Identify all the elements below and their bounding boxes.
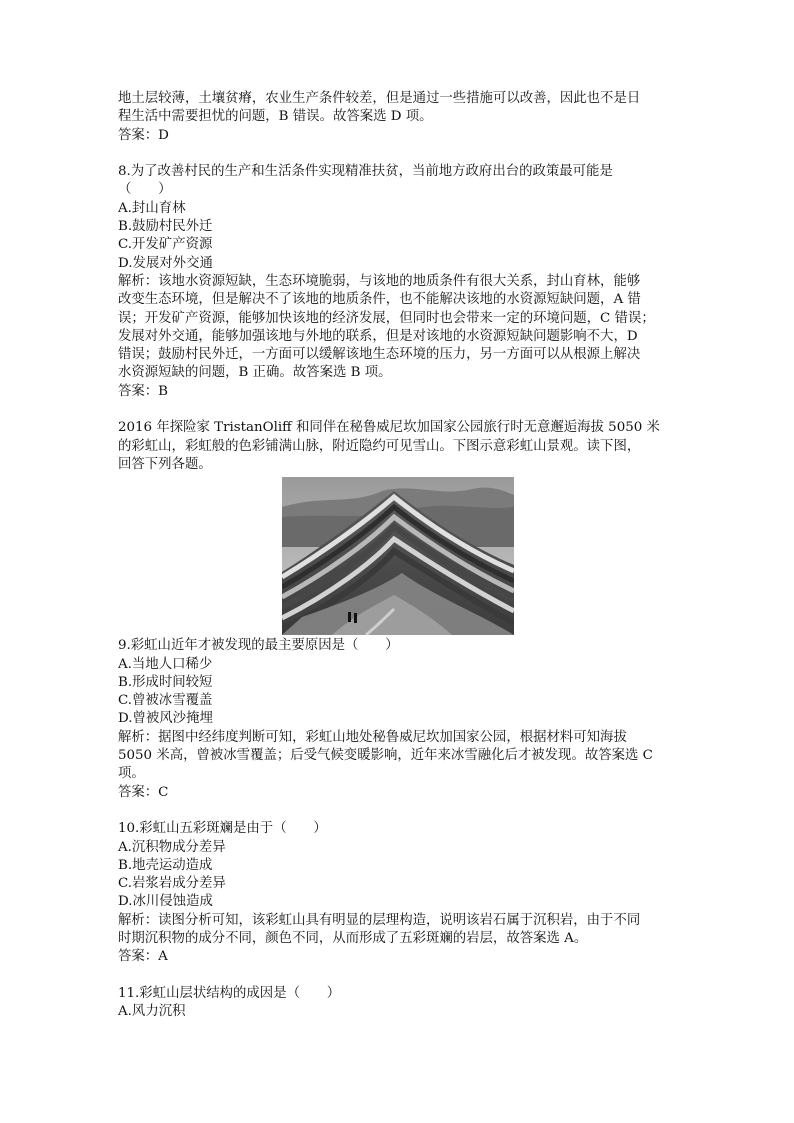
material-intro	[118, 419, 678, 474]
answer-line: 答案：D	[118, 127, 169, 143]
text-line: 的彩虹山，彩虹般的色彩铺满山脉，附近隐约可见雪山。下图示意彩虹山景观。读下图，	[118, 438, 641, 454]
option-a: A.沉积物成分差异	[118, 839, 226, 855]
option-d: D.发展对外交通	[118, 255, 213, 271]
spacer	[118, 145, 678, 163]
explanation-line: 误；开发矿产资源，能够加快该地的经济发展，但同时也会带来一定的环境问题，C 错误；	[118, 310, 655, 326]
option-b: B.鼓励村民外迁	[118, 219, 213, 235]
answer-line: 答案：A	[118, 949, 168, 965]
spacer	[118, 401, 678, 419]
explanation-line: 时期沉积物的成分不同，颜色不同，从而形成了五彩斑斓的岩层，故答案选 A。	[118, 930, 588, 946]
question-11	[118, 985, 678, 1022]
option-d: D.曾被风沙掩埋	[118, 711, 213, 727]
option-a: A.封山育林	[118, 200, 186, 216]
explanation-line: 项。	[118, 766, 145, 782]
explanation-line: 5050 米高，曾被冰雪覆盖；后受气候变暖影响，近年来冰雪融化后才被发现。故答案选 C	[118, 748, 653, 764]
option-a: A.风力沉积	[118, 1004, 186, 1020]
spacer	[118, 802, 678, 820]
explanation-line: 解析：该地水资源短缺，生态环境脆弱，与该地的地质条件有很大关系，封山育林，能够	[118, 273, 641, 289]
explanation-line: 水资源短缺的问题，B 正确。故答案选 B 项。	[118, 365, 392, 381]
question-8	[118, 163, 678, 401]
answer-line: 答案：C	[118, 784, 169, 800]
question-stem: 8.为了改善村民的生产和生活条件实现精准扶贫，当前地方政府出台的政策最可能是	[118, 164, 613, 180]
option-d: D.冰川侵蚀造成	[118, 894, 213, 910]
question-stem: 9.彩虹山近年才被发现的最主要原因是（ ）	[118, 638, 399, 654]
option-a: A.当地人口稀少	[118, 656, 213, 672]
option-b: B.地壳运动造成	[118, 857, 213, 873]
explanation-line: 改变生态环境，但是解决不了该地的地质条件，也不能解决该地的水资源短缺问题，A 错	[118, 292, 641, 308]
question-10	[118, 820, 678, 966]
spacer	[118, 967, 678, 985]
question-9	[118, 637, 678, 802]
rainbow-mountain-photo	[282, 477, 514, 635]
text-line: 地土层较薄，土壤贫瘠，农业生产条件较差，但是通过一些措施可以改善，因此也不是日	[118, 91, 641, 106]
document-page	[118, 90, 678, 1021]
text-line: 回答下列各题。	[118, 456, 212, 472]
text-line: 2016 年探险家 TristanOliff 和同伴在秘鲁威尼坎加国家公园旅行时无意邂逅海拔 5050 米	[118, 420, 660, 436]
explanation-line: 发展对外交通，能够加强该地与外地的联系，但是对该地的水资源短缺问题影响不大，D	[118, 328, 638, 344]
block-prev-answer	[118, 90, 678, 145]
option-c: C.开发矿产资源	[118, 237, 213, 253]
option-c: C.曾被冰雪覆盖	[118, 693, 213, 709]
question-stem: 10.彩虹山五彩斑斓是由于（ ）	[118, 821, 327, 837]
explanation-line: 解析：据图中经纬度判断可知，彩虹山地处秘鲁威尼坎加国家公园，根据材料可知海拔	[118, 729, 627, 745]
option-b: B.形成时间较短	[118, 674, 213, 690]
explanation-line: 错误；鼓励村民外迁，一方面可以缓解该地生态环境的压力，另一方面可以从根源上解决	[118, 347, 641, 363]
explanation-line: 解析：读图分析可知，该彩虹山具有明显的层理构造，说明该岩石属于沉积岩，由于不同	[118, 912, 641, 928]
question-bracket: （ ）	[118, 182, 172, 198]
question-stem: 11.彩虹山层状结构的成因是（ ）	[118, 985, 341, 1001]
option-c: C.岩浆岩成分差异	[118, 876, 226, 892]
answer-line: 答案：B	[118, 383, 169, 399]
text-line: 程生活中需要担忧的问题，B 错误。故答案选 D 项。	[118, 109, 433, 125]
